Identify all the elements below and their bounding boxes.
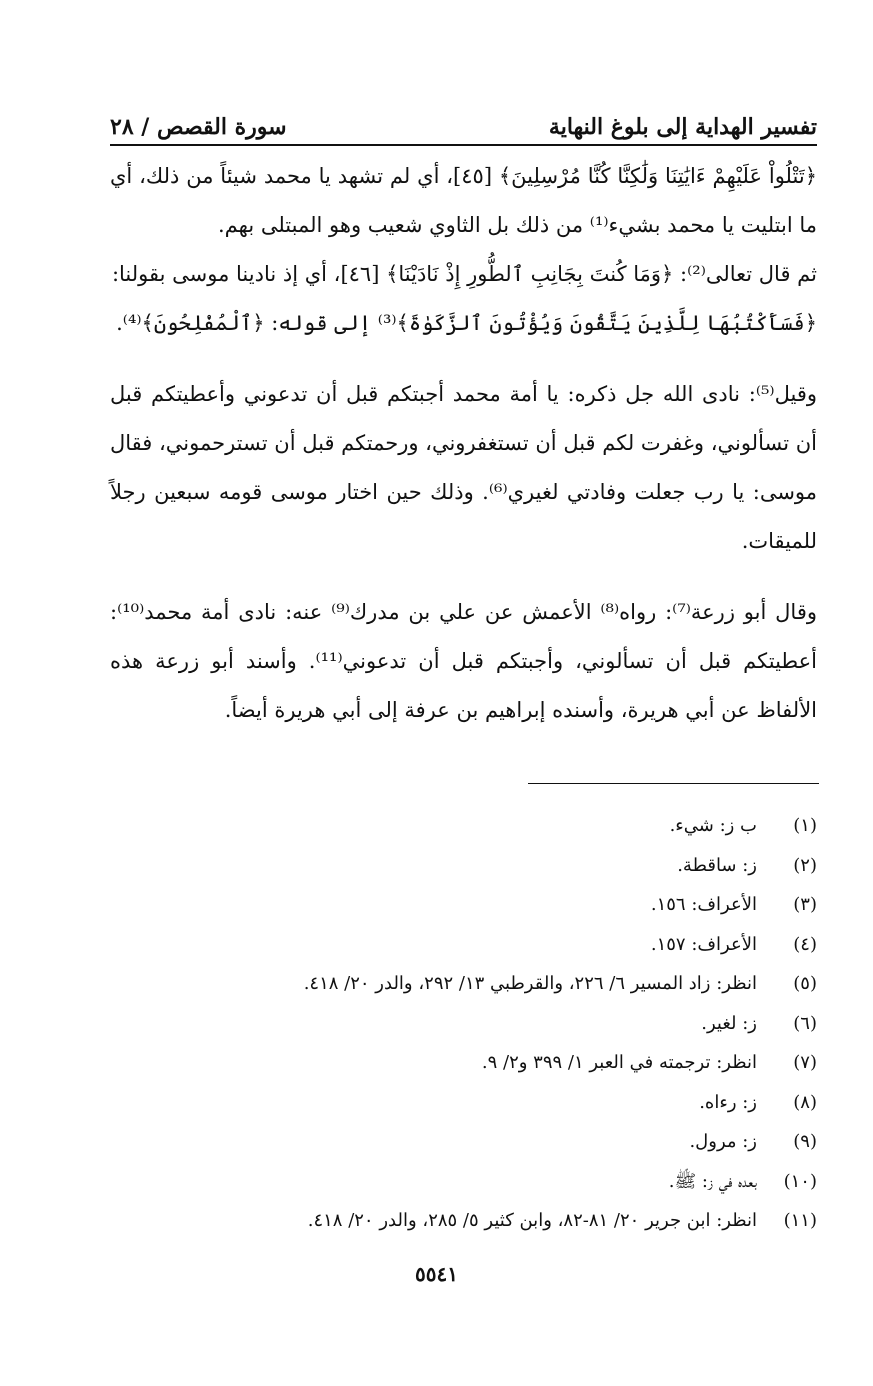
footnote-number: (٧)	[793, 1052, 817, 1073]
paragraph: ﴿تَتْلُواْ عَلَيْهِمْ ءَايَٰتِنَا وَلَٰكِنَّا كُنَّا مُرْسِلِينَ﴾ [٤٥]، أي لم تشهد يا محمد شيئاً من ذلك، أي ما ابتليت يا محمد بشيء⁽¹⁾ من ذلك بل الثاوي شعيب وهو المبتلى بهم.	[110, 164, 817, 237]
footnote-text: ب ز: شيء.	[669, 815, 757, 836]
footnote-text: ز: مرول.	[689, 1131, 757, 1152]
footnote-text: ز: رءاه.	[699, 1091, 757, 1113]
footnote-item	[110, 1083, 817, 1123]
footnote-item	[110, 1004, 817, 1044]
footnote-number: (٤)	[793, 933, 817, 955]
footnote-number: (٥)	[793, 973, 817, 994]
footnote-text: الأعراف: ١٥٧.	[650, 933, 757, 955]
paragraph: ثم قال تعالى⁽²⁾: ﴿وَمَا كُنتَ بِجَانِبِ ٱلطُّورِ إِذْ نَادَيْنَا﴾ [٤٦]، أي إذ نادينا موسى بقولنا:	[111, 262, 817, 286]
footnote-item	[110, 885, 817, 925]
footnote-text: انظر: ترجمته في العبر ١/ ٣٩٩ و٢/ ٩.	[481, 1052, 757, 1073]
footnote-item	[110, 806, 817, 846]
footnote-item	[110, 1043, 817, 1083]
footnote-item	[110, 1162, 817, 1202]
footnote-number: (٦)	[793, 1012, 817, 1034]
footnote-number: (٣)	[793, 894, 817, 915]
footnote-text: ز: ساقطة.	[677, 854, 757, 876]
footnote-text: ز: لغير.	[701, 1012, 757, 1034]
footnote-item	[110, 964, 817, 1004]
footnote-item	[110, 925, 817, 965]
footnote-text: انظر: ابن جرير ٢٠/ ٨١-٨٢، وابن كثير ٥/ ٢٨٥، والدر ٢٠/ ٤١٨.	[307, 1210, 757, 1231]
footnote-number: (٨)	[793, 1091, 817, 1113]
page-number: ٥٥٤١	[415, 1262, 458, 1286]
footnote-number: (١٠)	[783, 1170, 817, 1192]
main-text	[110, 152, 817, 735]
surah-label: سورة القصص / ٢٨	[110, 114, 287, 140]
footnote-item	[110, 1201, 817, 1241]
footnotes	[110, 806, 817, 1241]
footnote-number: (٢)	[793, 854, 817, 876]
footnote-number: (٩)	[793, 1131, 817, 1152]
footnote-item	[110, 1122, 817, 1162]
running-header	[110, 92, 817, 140]
footnote-text: انظر: زاد المسير ٦/ ٢٢٦، والقرطبي ١٣/ ٢٩٢، والدر ٢٠/ ٤١٨.	[303, 973, 757, 994]
footnote-item	[110, 846, 817, 886]
header-divider	[110, 144, 817, 146]
paragraph: وقيل⁽⁵⁾: نادى الله جل ذكره: يا أمة محمد أجبتكم قبل أن تدعوني وأعطيتكم قبل أن تسألوني، وغفرت لكم قبل أن تستغفروني، ورحمتكم قبل أن تسترحموني، فقال موسى: يا رب جعلت وفادتي لغيري⁽⁶⁾. وذلك حين اختار موسى قومه سبعين رجلاً للميقات.	[110, 382, 818, 553]
footnote-text: بعده في ز: ﷺ.	[668, 1170, 757, 1192]
book-title: تفسير الهداية إلى بلوغ النهاية	[548, 114, 817, 140]
footnote-number: (١١)	[783, 1210, 817, 1231]
footnote-number: (١)	[793, 815, 817, 836]
paragraph: وقال أبو زرعة⁽⁷⁾: رواه⁽⁸⁾ الأعمش عن علي بن مدرك⁽⁹⁾ عنه: نادى أمة محمد⁽¹⁰⁾: أعطيتكم قبل أن تسألوني، وأجبتكم قبل أن تدعوني⁽¹¹⁾. وأسند أبو زرعة هذه الألفاظ عن أبي هريرة، وأسنده إبراهيم بن عرفة إلى أبي هريرة أيضاً.	[110, 600, 818, 722]
footnote-text: الأعراف: ١٥٦.	[650, 894, 757, 915]
footnote-divider	[528, 783, 819, 784]
paragraph: ﴿فَسَأَكْتُبُهَا لِلَّذِينَ يَتَّقُونَ وَيُؤْتُونَ ٱلزَّكَوٰةَ﴾⁽³⁾ إلى قوله: ﴿ٱلْمُفْلِحُونَ﴾⁽⁴⁾.	[116, 311, 817, 335]
